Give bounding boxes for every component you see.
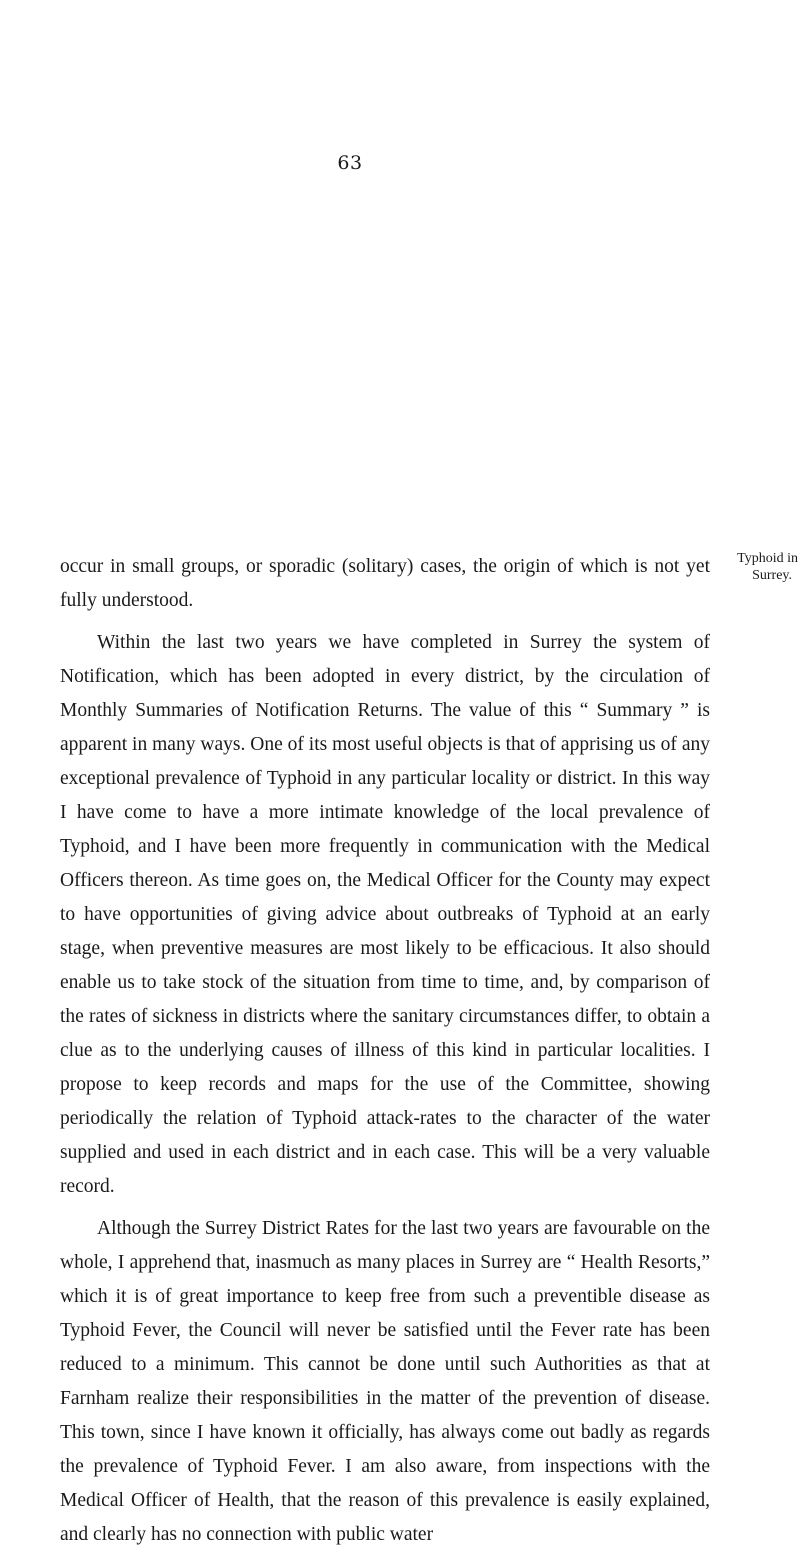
paragraph-continuation: occur in small groups, or sporadic (solitary) cases, the origin of which is not yet fully understood.	[60, 556, 710, 611]
page-number: 63	[337, 152, 363, 174]
margin-note-line-1: Typhoid in	[737, 551, 798, 566]
paragraph-notification: Within the last two years we have completed in Surrey the system of Notification, which has been adopted in every district, by the circulation of Monthly Summaries of Notification Returns. The value of this “ Summary ” is apparent in many ways. One of its most useful objects is that of apprising us of any exceptional prevalence of Typhoid in any particular locality or district. In this way I have come to have a more intimate knowledge of the local prevalence of Typhoid, and I have been more frequently in communication with the Medical Officers thereon. As time goes on, the Medical Officer for the County may expect to have opportunities of giving advice about outbreaks of Typhoid at an early stage, when preventive measures are most likely to be efficacious. It also should enable us to take stock of the situation from time to time, and, by comparison of the rates of sickness in districts where the sanitary circumstances differ, to obtain a clue as to the underlying causes of illness of this kind in particular localities. I propose to keep records and maps for the use of the Committee, showing periodically the relation of Typhoid attack-rates to the character of the water supplied and used in each district and in each case. This will be a very valuable record.	[60, 632, 710, 1197]
body-text	[60, 550, 710, 1552]
margin-note	[708, 550, 798, 584]
margin-note-line-2: Surrey.	[752, 568, 792, 583]
paragraph-district-rates: Although the Surrey District Rates for the last two years are favourable on the whole, I apprehend that, inasmuch as many places in Surrey are “ Health Resorts,” which it is of great importance to keep free from such a preventible disease as Typhoid Fever, the Council will never be satisfied until the Fever rate has been reduced to a minimum. This cannot be done until such Authorities as that at Farnham realize their responsibilities in the matter of the prevention of disease. This town, since I have known it officially, has always come out badly as regards the prevalence of Typhoid Fever. I am also aware, from inspections with the Medical Officer of Health, that the reason of this prevalence is easily explained, and clearly has no connection with public water	[60, 1218, 710, 1545]
